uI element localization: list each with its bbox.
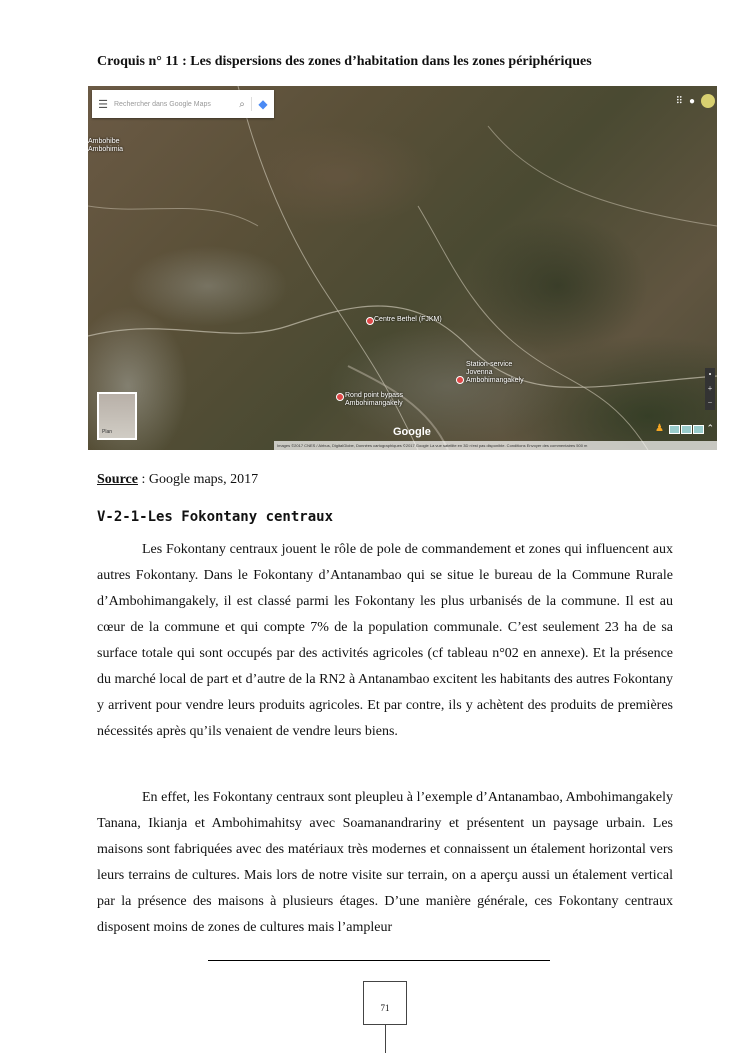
notifications-icon[interactable]: ●	[688, 95, 695, 107]
body-paragraph: Les Fokontany centraux jouent le rôle de pole de commandement et zones qui influencent aux autres Fokontany. Dans le Fokontany d’Antanambao qui se situe le bureau de la Commune Rurale d’Ambohimangakely, il est classé parmi les Fokontany les plus urbanisés de la commune. Il est au cœur de la commune et qui compte 7% de la population communale. C’est seulement 23 ha de sa surface totale qui sont occupés par des activités agricoles (cf tableau n°02 en annexe). Et la présence du marché local de part et d’autre de la RN2 à Antanambao excitent les habitants des autres Fokontany y arrivent pour vendre leurs produits agricoles. Et par contre, ils y achètent des produits de premières nécessités après qu’ils venaient de vendre leurs biens.	[97, 542, 673, 739]
body-paragraph: En effet, les Fokontany centraux sont pleupleu à l’exemple d’Antanambao, Ambohimangakely Tanana, Ikianja et Ambohimahitsy avec Soamanandrariny et présentent un paysage urbain. Les maisons sont fabriquées avec des matériaux très modernes et connaissent un étalement horizontal vers leurs terrains de cultures. Mais lors de notre visite sur terrain, on a aperçu aussi un étalement vertical par la présence des maisons à plusieurs étages. D’une manière générale, ces Fokontany centraux disposent moins de zones de cultures mais l’ampleur	[97, 790, 673, 935]
source-text: : Google maps, 2017	[137, 472, 259, 487]
compass-icon[interactable]: •	[708, 370, 712, 379]
figure-caption: Croquis n° 11 : Les dispersions des zones d’habitation dans les zones périphériques	[97, 54, 592, 69]
section-heading: V-2-1-Les Fokontany centraux	[97, 509, 334, 525]
footer-rule	[208, 960, 550, 961]
map-label-station[interactable]: Station-service Jovenna Ambohimangakely	[466, 361, 524, 384]
map-label-centre-bethel[interactable]: Centre Bethel (FJKM)	[374, 316, 442, 323]
map-search-input[interactable]: Rechercher dans Google Maps	[114, 100, 211, 108]
map-pin-icon[interactable]	[366, 317, 374, 325]
zoom-out-button[interactable]: −	[707, 398, 713, 407]
figure-source	[97, 472, 258, 488]
source-label: Source	[97, 472, 138, 487]
map-pin-icon[interactable]	[336, 393, 344, 401]
map-type-thumbnail[interactable]	[97, 392, 137, 440]
avatar[interactable]	[701, 94, 715, 108]
map-label-rond-point[interactable]: Rond point bypass Ambohimangakely	[345, 392, 403, 407]
expand-icon[interactable]: ⌃	[706, 423, 714, 433]
zoom-in-button[interactable]: +	[707, 384, 713, 393]
directions-icon[interactable]: ◆	[251, 97, 274, 111]
page-number: 71	[363, 981, 407, 1025]
map-label-ambohibe: Ambohibe Ambohimia	[88, 138, 124, 153]
map-search-box[interactable]	[92, 90, 274, 118]
satellite-map[interactable]	[88, 86, 717, 450]
map-pin-icon[interactable]	[456, 376, 464, 384]
map-top-controls	[676, 94, 715, 108]
search-icon[interactable]: ⌕	[239, 98, 245, 110]
zoom-controls[interactable]	[705, 368, 715, 410]
map-type-label: Plan	[102, 429, 113, 435]
menu-icon[interactable]: ☰	[98, 98, 108, 111]
layers-control[interactable]	[669, 425, 704, 434]
page-number-stem	[385, 1024, 386, 1053]
map-attribution: Images ©2017 CNES / Airbus, DigitalGlobe, Données cartographiques ©2017 Google La vue satellite en 3D n'est pas disponible. Conditions Envoyer des commentaires 500 m	[274, 441, 717, 450]
apps-grid-icon[interactable]: ⠿	[675, 95, 683, 107]
pegman-icon[interactable]: ♟	[655, 423, 664, 434]
google-logo: Google	[393, 426, 431, 438]
